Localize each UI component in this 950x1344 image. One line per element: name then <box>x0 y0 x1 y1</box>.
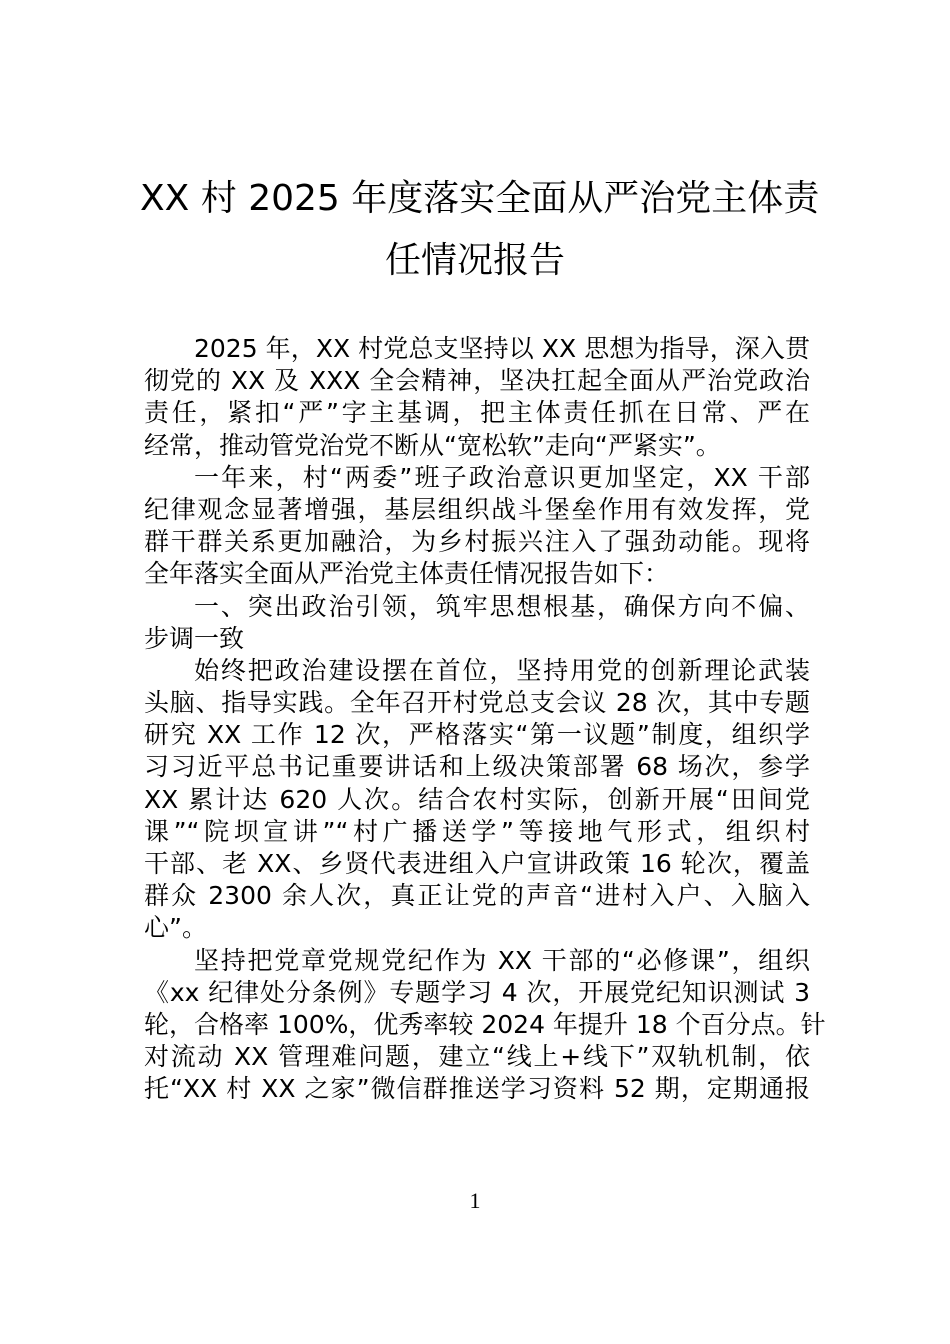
text-line: 托“XX 村 XX 之家”微信群推送学习资料 52 期，定期通报 <box>144 1074 810 1104</box>
text-line: 2025 年，XX 村党总支坚持以 XX 思想为指导，深入贯 <box>194 334 810 363</box>
text-line: 纪律观念显著增强，基层组织战斗堡垒作用有效发挥，党 <box>144 494 810 524</box>
heading-line: 一、突出政治引领，筑牢思想根基，确保方向不偏、 <box>194 591 810 621</box>
text-line: 群干群关系更加融洽，为乡村振兴注入了强劲动能。现将 <box>144 527 810 557</box>
heading-line: 步调一致 <box>144 623 245 653</box>
text-line: 彻党的 XX 及 XXX 全会精神，坚决扛起全面从严治党政治 <box>144 366 810 396</box>
text-line: 始终把政治建设摆在首位，坚持用党的创新理论武装 <box>194 655 810 685</box>
paragraph-intro <box>144 333 810 462</box>
title-line: 任情况报告 <box>384 240 565 281</box>
text-line: 全年落实全面从严治党主体责任情况报告如下： <box>144 559 670 589</box>
text-line: 群众 2300 余人次，真正让党的声音“进村入户、入脑入 <box>144 881 810 911</box>
section-heading-1 <box>144 591 810 655</box>
text-line: 坚持把党章党规党纪作为 XX 干部的“必修课”，组织 <box>194 945 810 975</box>
page-number: 1 <box>469 1188 481 1213</box>
text-line: 对流动 XX 管理难问题，建立“线上+线下”双轨机制，依 <box>144 1042 810 1072</box>
text-line: 《xx 纪律处分条例》专题学习 4 次，开展党纪知识测试 3 <box>144 977 810 1007</box>
text-line: 头脑、指导实践。全年召开村党总支会议 28 次，其中专题 <box>144 688 810 718</box>
paragraph-political-building <box>144 655 810 945</box>
text-line: XX 累计达 620 人次。结合农村实际，创新开展“田间党 <box>144 784 810 814</box>
document-title <box>140 168 820 292</box>
text-line: 轮，合格率 100%，优秀率较 2024 年提升 18 个百分点。针 <box>144 1009 826 1039</box>
text-line: 责任，紧扣“严”字主基调，把主体责任抓在日常、严在 <box>144 398 810 428</box>
text-line: 心”。 <box>144 913 207 943</box>
text-line: 干部、老 XX、乡贤代表进组入户宣讲政策 16 轮次，覆盖 <box>144 849 810 878</box>
paragraph-discipline-study <box>144 945 826 1106</box>
text-line: 习习近平总书记重要讲话和上级决策部署 68 场次，参学 <box>144 752 810 782</box>
title-line: XX 村 2025 年度落实全面从严治党主体责 <box>140 178 820 219</box>
text-line: 经常，推动管党治党不断从“宽松软”走向“严紧实”。 <box>144 430 721 460</box>
paragraph-summary <box>144 462 810 591</box>
text-line: 研究 XX 工作 12 次，严格落实“第一议题”制度，组织学 <box>144 720 810 750</box>
document-body <box>144 333 826 1106</box>
text-line: 一年来，村“两委”班子政治意识更加坚定，XX 干部 <box>194 462 810 492</box>
text-line: 课”“院坝宣讲”“村广播送学”等接地气形式，组织村 <box>144 816 810 846</box>
